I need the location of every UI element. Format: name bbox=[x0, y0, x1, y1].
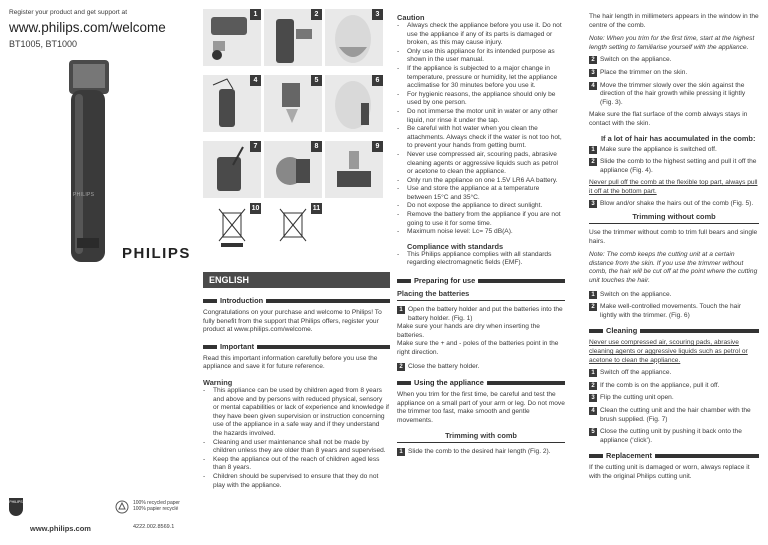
figure-7 bbox=[203, 141, 261, 198]
warning-item: - Children should be supervised to ensure that they do not play with the appliance. bbox=[203, 473, 390, 490]
warning-heading: Warning bbox=[203, 377, 233, 387]
warning-item: - Keep the appliance out of the reach of children aged less than 8 years. bbox=[203, 456, 390, 473]
figure-8 bbox=[264, 141, 322, 198]
step-number: 1 bbox=[589, 146, 597, 154]
figure-5 bbox=[264, 75, 322, 132]
trimmer-brand-label: PHILIPS bbox=[73, 192, 95, 198]
if-hair-accumulated-heading: If a lot of hair has accumulated in the comb: bbox=[601, 133, 756, 143]
never-pull-warning: Never pull off the comb at the flexible top part, always pull it off at the bottom part. bbox=[589, 179, 758, 195]
warning-item: - Cleaning and user maintenance shall not be made by children unless they are older than 8 years and supervised. bbox=[203, 439, 390, 456]
caution-item: - Only run the appliance on one 1.5V LR6 AA battery. bbox=[397, 177, 565, 186]
figure-number: 11 bbox=[312, 205, 321, 212]
heading-bar bbox=[640, 329, 759, 333]
compliance-list bbox=[397, 251, 565, 268]
caution-item: - Remove the battery from the appliance if you are not going to use it for some time. bbox=[397, 211, 565, 228]
flat-surface-text: Make sure the flat surface of the comb always stays in contact with the skin. bbox=[589, 111, 748, 127]
heading-bar bbox=[589, 329, 603, 333]
step-item bbox=[589, 158, 759, 175]
note-first-trim: Note: When you trim for the first time, start at the highest length setting to familiarise yourself with the appliance. bbox=[589, 35, 755, 51]
steps-cleaning bbox=[589, 369, 759, 445]
step-number: 2 bbox=[397, 363, 405, 371]
warning-list bbox=[203, 387, 390, 490]
heading-bar bbox=[397, 279, 411, 283]
heading-bar bbox=[203, 345, 217, 349]
important-text: Read this important information carefully before you use the appliance and save it for future reference. bbox=[203, 354, 378, 371]
step-text: Flip the cutting unit open. bbox=[600, 394, 674, 402]
figure-2 bbox=[264, 9, 322, 66]
step-text: If the comb is on the appliance, pull it off. bbox=[600, 381, 720, 389]
step-number: 3 bbox=[589, 200, 597, 208]
heading-bar bbox=[203, 299, 217, 303]
register-line: Register your product and get support at bbox=[9, 9, 128, 16]
cleaning-heading: Cleaning bbox=[589, 326, 759, 336]
figure-number: 7 bbox=[250, 141, 261, 152]
step-item bbox=[589, 394, 759, 403]
step-number: 4 bbox=[589, 82, 597, 90]
philips-logo: PHILIPS bbox=[122, 245, 191, 262]
step-number: 2 bbox=[589, 382, 597, 390]
caution-item: - Do not immerse the motor unit in water or any other liquid, nor rinse it under the tap. bbox=[397, 108, 565, 125]
recycled-paper-note: 100% recycled paper 100% papier recyclé bbox=[133, 500, 180, 512]
placing-batteries-heading: Placing the batteries bbox=[397, 289, 565, 301]
caution-heading: Caution bbox=[397, 13, 425, 22]
step-text: Switch on the appliance. bbox=[600, 290, 672, 298]
step-item bbox=[589, 200, 759, 209]
steps-trim-comb bbox=[589, 56, 759, 107]
figure-number: 5 bbox=[311, 75, 322, 86]
figure-number: 1 bbox=[250, 9, 261, 20]
figure-1 bbox=[203, 9, 261, 66]
caution-item: - Be careful with hot water when you clean the attachments. Always check if the water is not too hot, to prevent your hands from getting burnt. bbox=[397, 125, 565, 151]
document-number: 4222.002.8569.1 bbox=[133, 524, 175, 530]
preparing-heading: Preparing for use bbox=[397, 276, 565, 286]
figure-10 bbox=[203, 203, 261, 251]
step-number: 2 bbox=[589, 158, 597, 166]
step-item bbox=[589, 69, 759, 78]
steps-clear-comb bbox=[589, 146, 759, 176]
trim-comb-step-1: 1 Slide the comb to the desired hair length (Fig. 2). bbox=[397, 448, 565, 457]
trimming-with-comb-heading: Trimming with comb bbox=[397, 431, 565, 443]
figure-number: 8 bbox=[311, 141, 322, 152]
heading-bar bbox=[487, 381, 565, 385]
heading-bar bbox=[478, 279, 565, 283]
step-text: Make sure the appliance is switched off. bbox=[600, 145, 717, 153]
replacement-heading: Replacement bbox=[589, 451, 759, 461]
figure-number: 6 bbox=[372, 75, 383, 86]
caution-item: - For hygienic reasons, the appliance should only be used by one person. bbox=[397, 91, 565, 108]
figure-4 bbox=[203, 75, 261, 132]
replacement-text: If the cutting unit is damaged or worn, always replace it with the original Philips cutting unit. bbox=[589, 464, 750, 480]
figure-11 bbox=[264, 203, 322, 251]
step-text: Blow and/or shake the hairs out of the comb (Fig. 5). bbox=[600, 199, 754, 207]
step-item bbox=[589, 303, 759, 320]
step-text: Switch on the appliance. bbox=[600, 56, 672, 64]
figure-number: 9 bbox=[372, 141, 383, 152]
caution-list bbox=[397, 22, 565, 237]
trim-without-text: Use the trimmer without comb to trim full bears and single hairs. bbox=[589, 229, 758, 245]
hair-length-text: The hair length in millimeters appears in the window in the centre of the comb. bbox=[589, 13, 759, 29]
figure-3 bbox=[325, 9, 383, 66]
step-item bbox=[589, 407, 759, 424]
step-item bbox=[589, 369, 759, 378]
step-number: 1 bbox=[397, 306, 405, 314]
welcome-url[interactable]: www.philips.com/welcome bbox=[9, 20, 166, 35]
heading-bar bbox=[266, 299, 390, 303]
step-text: Place the trimmer on the skin. bbox=[600, 68, 688, 76]
recycle-icon bbox=[115, 500, 129, 514]
steps-blow-comb bbox=[589, 200, 759, 209]
using-heading: Using the appliance bbox=[397, 378, 565, 388]
step-number: 1 bbox=[589, 369, 597, 377]
heading-bar bbox=[397, 381, 411, 385]
figure-number: 10 bbox=[251, 205, 260, 212]
step-item bbox=[589, 291, 759, 300]
step-number: 5 bbox=[589, 428, 597, 436]
placing-step-1: 1 Open the battery holder and put the batteries into the battery holder. (Fig. 1) bbox=[397, 306, 565, 323]
caution-item: - Always check the appliance before you use it. Do not use the appliance if any of its parts is damaged or broken, as this may cause injury. bbox=[397, 22, 565, 48]
caution-item: - Use and store the appliance at a temperature between 15°C and 35°C. bbox=[397, 185, 565, 202]
caution-item: - Do not expose the appliance to direct sunlight. bbox=[397, 202, 565, 211]
step-item bbox=[589, 56, 759, 65]
step-number: 2 bbox=[589, 56, 597, 64]
step-number: 4 bbox=[589, 407, 597, 415]
step-number: 2 bbox=[589, 303, 597, 311]
step-number: 1 bbox=[397, 448, 405, 456]
figure-6 bbox=[325, 75, 383, 132]
note-comb-distance: Note: The comb keeps the cutting unit at a certain distance from the skin. If you use the trimmer without comb, the hair will be cut off at the point where the cutting unit touches the hair. bbox=[589, 251, 758, 285]
step-text: Move the trimmer slowly over the skin against the direction of the hair growth while pressing it lightly (Fig. 3). bbox=[600, 81, 746, 106]
caution-item: - Only use this appliance for its intended purpose as shown in the user manual. bbox=[397, 48, 565, 65]
introduction-text: Congratulations on your purchase and welcome to Philips! To fully benefit from the support that Philips offers, register your product at www.philips.com/welcome. bbox=[203, 309, 382, 334]
trimmer-product-image bbox=[55, 58, 117, 268]
compliance-item: - This Philips appliance complies with all standards regarding electromagnetic fields (EMF). bbox=[397, 251, 565, 268]
steps-no-comb bbox=[589, 291, 759, 321]
caution-item: - Never use compressed air, scouring pads, abrasive cleaning agents or aggressive liquids such as petrol or acetone to clean the appliance. bbox=[397, 151, 565, 177]
placing-step-2: 2 Close the battery holder. bbox=[397, 363, 565, 372]
heading-bar bbox=[655, 454, 759, 458]
caution-item: - Maximum noise level: Lc= 75 dB(A). bbox=[397, 228, 565, 237]
step-item bbox=[589, 428, 759, 445]
figure-number: 4 bbox=[250, 75, 261, 86]
warning-item: - This appliance can be used by children aged from 8 years and above and by persons with reduced physical, sensory or mental capabilities or lack of experience and knowledge if they have been given supervision or instruction concerning use of the appliance in a safe way and if they understand the hazards involved. bbox=[203, 387, 390, 439]
cleaning-warning: Never use compressed air, scouring pads, abrasive cleaning agents or aggressive liquids such as petrol or acetone to clean the appliance. bbox=[589, 339, 748, 364]
caution-item: - If the appliance is subjected to a major change in temperature, pressure or humidity, let the appliance acclimatise for 30 minutes before you use it. bbox=[397, 65, 565, 91]
figure-9 bbox=[325, 141, 383, 198]
figure-number: 3 bbox=[372, 9, 383, 20]
model-numbers: BT1005, BT1000 bbox=[9, 39, 78, 49]
step-number: 3 bbox=[589, 394, 597, 402]
step-number: 1 bbox=[589, 291, 597, 299]
trimming-without-comb-heading: Trimming without comb bbox=[589, 212, 759, 224]
heading-bar bbox=[589, 454, 603, 458]
step-text: Switch off the appliance. bbox=[600, 369, 672, 377]
language-banner: ENGLISH bbox=[203, 272, 390, 288]
step-text: Close the cutting unit by pushing it back onto the appliance (‘click’). bbox=[600, 428, 742, 444]
heading-bar bbox=[257, 345, 390, 349]
step-text: Make well-controlled movements. Touch the hair lightly with the trimmer. (Fig. 6) bbox=[600, 303, 741, 319]
important-heading: Important bbox=[203, 342, 390, 352]
step-text: Slide the comb to the highest setting and pull it off the appliance (Fig. 4). bbox=[600, 158, 757, 174]
step-item bbox=[589, 146, 759, 155]
step-text: Clean the cutting unit and the hair chamber with the brush supplied. (Fig. 7) bbox=[600, 407, 751, 423]
step-number: 3 bbox=[589, 69, 597, 77]
placing-note: Make sure your hands are dry when inserting the batteries. Make sure the + and - poles of the batteries point in the right direction. bbox=[397, 323, 559, 356]
footer-url[interactable]: www.philips.com bbox=[30, 524, 91, 533]
figure-number: 2 bbox=[311, 9, 322, 20]
step-item bbox=[589, 82, 759, 108]
using-text: When you trim for the first time, be careful and test the appliance on a small part of your arm or leg. Do not move the trimmer too fast, make smooth and gentle movements. bbox=[397, 391, 565, 424]
compliance-heading: Compliance with standards bbox=[407, 241, 504, 251]
step-item bbox=[589, 382, 759, 391]
introduction-heading: Introduction bbox=[203, 296, 390, 306]
philips-shield-icon: PHILIPS bbox=[9, 498, 23, 516]
